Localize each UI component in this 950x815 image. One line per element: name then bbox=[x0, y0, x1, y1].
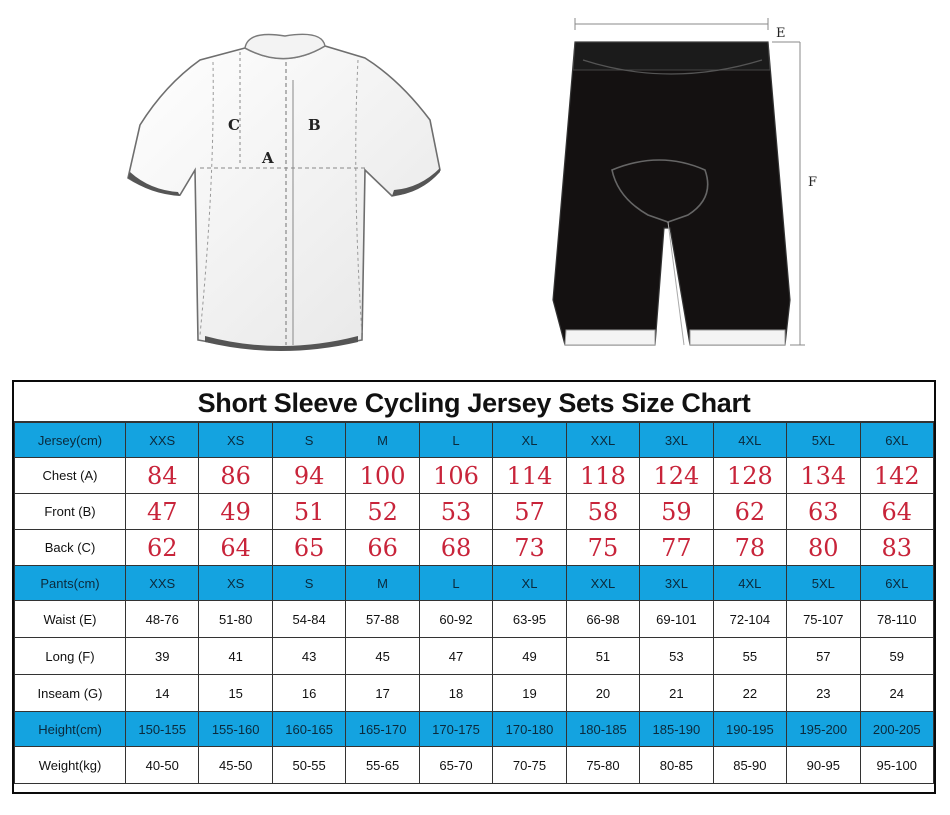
weight-row bbox=[15, 747, 934, 784]
pants-header-row bbox=[15, 566, 934, 601]
label-c: C bbox=[228, 116, 240, 134]
table-cell: XL bbox=[493, 423, 566, 458]
table-cell: 118 bbox=[566, 458, 639, 494]
table-cell: 6XL bbox=[860, 423, 933, 458]
table-cell: 80-85 bbox=[640, 747, 713, 784]
table-cell: 62 bbox=[713, 494, 786, 530]
table-cell: 190-195 bbox=[713, 712, 786, 747]
table-cell: L bbox=[419, 423, 492, 458]
table-cell: XXS bbox=[126, 566, 199, 601]
table-cell: 43 bbox=[272, 638, 345, 675]
table-cell: 51-80 bbox=[199, 601, 272, 638]
table-cell: 165-170 bbox=[346, 712, 419, 747]
label-e: E bbox=[776, 26, 786, 41]
table-cell: 3XL bbox=[640, 423, 713, 458]
table-cell: 57 bbox=[493, 494, 566, 530]
table-cell: 83 bbox=[860, 530, 933, 566]
table-cell: XXS bbox=[126, 423, 199, 458]
table-cell: 3XL bbox=[640, 566, 713, 601]
row-label: Chest (A) bbox=[15, 458, 126, 494]
table-cell: 53 bbox=[640, 638, 713, 675]
table-row bbox=[15, 494, 934, 530]
table-cell: 75 bbox=[566, 530, 639, 566]
table-cell: 75-80 bbox=[566, 747, 639, 784]
table-cell: 21 bbox=[640, 675, 713, 712]
garment-illustration bbox=[0, 0, 950, 372]
table-cell: 17 bbox=[346, 675, 419, 712]
table-cell: 160-165 bbox=[272, 712, 345, 747]
table-cell: 106 bbox=[419, 458, 492, 494]
table-cell: 64 bbox=[860, 494, 933, 530]
table-cell: 78 bbox=[713, 530, 786, 566]
table-cell: 68 bbox=[419, 530, 492, 566]
table-cell: XS bbox=[199, 566, 272, 601]
table-cell: 78-110 bbox=[860, 601, 933, 638]
table-cell: 24 bbox=[860, 675, 933, 712]
table-cell: 84 bbox=[126, 458, 199, 494]
table-cell: 63-95 bbox=[493, 601, 566, 638]
row-label: Waist (E) bbox=[15, 601, 126, 638]
table-cell: 14 bbox=[126, 675, 199, 712]
table-cell: M bbox=[346, 566, 419, 601]
table-cell: 22 bbox=[713, 675, 786, 712]
table-cell: 47 bbox=[419, 638, 492, 675]
table-cell: 180-185 bbox=[566, 712, 639, 747]
table-cell: 50-55 bbox=[272, 747, 345, 784]
table-cell: 72-104 bbox=[713, 601, 786, 638]
jersey-diagram bbox=[128, 34, 440, 351]
table-cell: 15 bbox=[199, 675, 272, 712]
table-cell: 185-190 bbox=[640, 712, 713, 747]
table-cell: 75-107 bbox=[787, 601, 860, 638]
label-a: A bbox=[262, 149, 274, 167]
table-cell: 170-180 bbox=[493, 712, 566, 747]
label-b: B bbox=[308, 116, 321, 134]
table-cell: 128 bbox=[713, 458, 786, 494]
row-label: Inseam (G) bbox=[15, 675, 126, 712]
table-cell: 200-205 bbox=[860, 712, 933, 747]
chart-title: Short Sleeve Cycling Jersey Sets Size Chart bbox=[14, 382, 934, 422]
table-cell: 55 bbox=[713, 638, 786, 675]
height-row bbox=[15, 712, 934, 747]
table-cell: 54-84 bbox=[272, 601, 345, 638]
table-cell: 59 bbox=[640, 494, 713, 530]
table-row bbox=[15, 458, 934, 494]
table-cell: 39 bbox=[126, 638, 199, 675]
table-cell: XS bbox=[199, 423, 272, 458]
jersey-header-row bbox=[15, 423, 934, 458]
table-cell: 70-75 bbox=[493, 747, 566, 784]
row-label: Pants(cm) bbox=[15, 566, 126, 601]
table-cell: 19 bbox=[493, 675, 566, 712]
table-cell: 52 bbox=[346, 494, 419, 530]
table-cell: 4XL bbox=[713, 423, 786, 458]
table-row bbox=[15, 638, 934, 675]
table-cell: 48-76 bbox=[126, 601, 199, 638]
table-cell: 55-65 bbox=[346, 747, 419, 784]
table-cell: L bbox=[419, 566, 492, 601]
table-cell: 64 bbox=[199, 530, 272, 566]
table-cell: S bbox=[272, 423, 345, 458]
row-label: Long (F) bbox=[15, 638, 126, 675]
table-cell: 53 bbox=[419, 494, 492, 530]
table-cell: 60-92 bbox=[419, 601, 492, 638]
table-cell: 5XL bbox=[787, 566, 860, 601]
table-cell: 142 bbox=[860, 458, 933, 494]
table-cell: 86 bbox=[199, 458, 272, 494]
table-cell: 65 bbox=[272, 530, 345, 566]
table-row bbox=[15, 675, 934, 712]
table-cell: 195-200 bbox=[787, 712, 860, 747]
table-cell: 150-155 bbox=[126, 712, 199, 747]
table-cell: 80 bbox=[787, 530, 860, 566]
table-cell: 59 bbox=[860, 638, 933, 675]
table-cell: 77 bbox=[640, 530, 713, 566]
table-cell: 51 bbox=[272, 494, 345, 530]
table-cell: 66-98 bbox=[566, 601, 639, 638]
table-cell: 4XL bbox=[713, 566, 786, 601]
row-label: Back (C) bbox=[15, 530, 126, 566]
table-cell: 155-160 bbox=[199, 712, 272, 747]
table-row bbox=[15, 530, 934, 566]
table-cell: 51 bbox=[566, 638, 639, 675]
table-cell: 57-88 bbox=[346, 601, 419, 638]
table-cell: 170-175 bbox=[419, 712, 492, 747]
table-cell: 49 bbox=[493, 638, 566, 675]
table-cell: 114 bbox=[493, 458, 566, 494]
table-cell: 23 bbox=[787, 675, 860, 712]
table-cell: 49 bbox=[199, 494, 272, 530]
table-cell: 5XL bbox=[787, 423, 860, 458]
table-cell: S bbox=[272, 566, 345, 601]
table-cell: 63 bbox=[787, 494, 860, 530]
table-cell: 18 bbox=[419, 675, 492, 712]
table-cell: 57 bbox=[787, 638, 860, 675]
table-cell: XL bbox=[493, 566, 566, 601]
row-label: Weight(kg) bbox=[15, 747, 126, 784]
table-cell: 95-100 bbox=[860, 747, 933, 784]
table-cell: 40-50 bbox=[126, 747, 199, 784]
table-cell: 45-50 bbox=[199, 747, 272, 784]
table-cell: 100 bbox=[346, 458, 419, 494]
table-cell: 62 bbox=[126, 530, 199, 566]
table-cell: 58 bbox=[566, 494, 639, 530]
row-label: Height(cm) bbox=[15, 712, 126, 747]
table-cell: 16 bbox=[272, 675, 345, 712]
table-cell: 20 bbox=[566, 675, 639, 712]
table-cell: 69-101 bbox=[640, 601, 713, 638]
row-label: Jersey(cm) bbox=[15, 423, 126, 458]
table-cell: 85-90 bbox=[713, 747, 786, 784]
label-g: G bbox=[660, 285, 671, 300]
table-cell: 6XL bbox=[860, 566, 933, 601]
label-f: F bbox=[808, 175, 818, 190]
table-cell: 134 bbox=[787, 458, 860, 494]
table-row bbox=[15, 601, 934, 638]
table-cell: 73 bbox=[493, 530, 566, 566]
table-cell: 66 bbox=[346, 530, 419, 566]
shorts-diagram bbox=[553, 18, 817, 345]
table-cell: 45 bbox=[346, 638, 419, 675]
table-cell: 41 bbox=[199, 638, 272, 675]
table-cell: M bbox=[346, 423, 419, 458]
row-label: Front (B) bbox=[15, 494, 126, 530]
size-chart bbox=[12, 380, 936, 794]
table-cell: 65-70 bbox=[419, 747, 492, 784]
size-table bbox=[14, 422, 934, 784]
table-cell: XXL bbox=[566, 423, 639, 458]
table-cell: 124 bbox=[640, 458, 713, 494]
table-cell: 47 bbox=[126, 494, 199, 530]
table-cell: 90-95 bbox=[787, 747, 860, 784]
table-cell: 94 bbox=[272, 458, 345, 494]
table-cell: XXL bbox=[566, 566, 639, 601]
